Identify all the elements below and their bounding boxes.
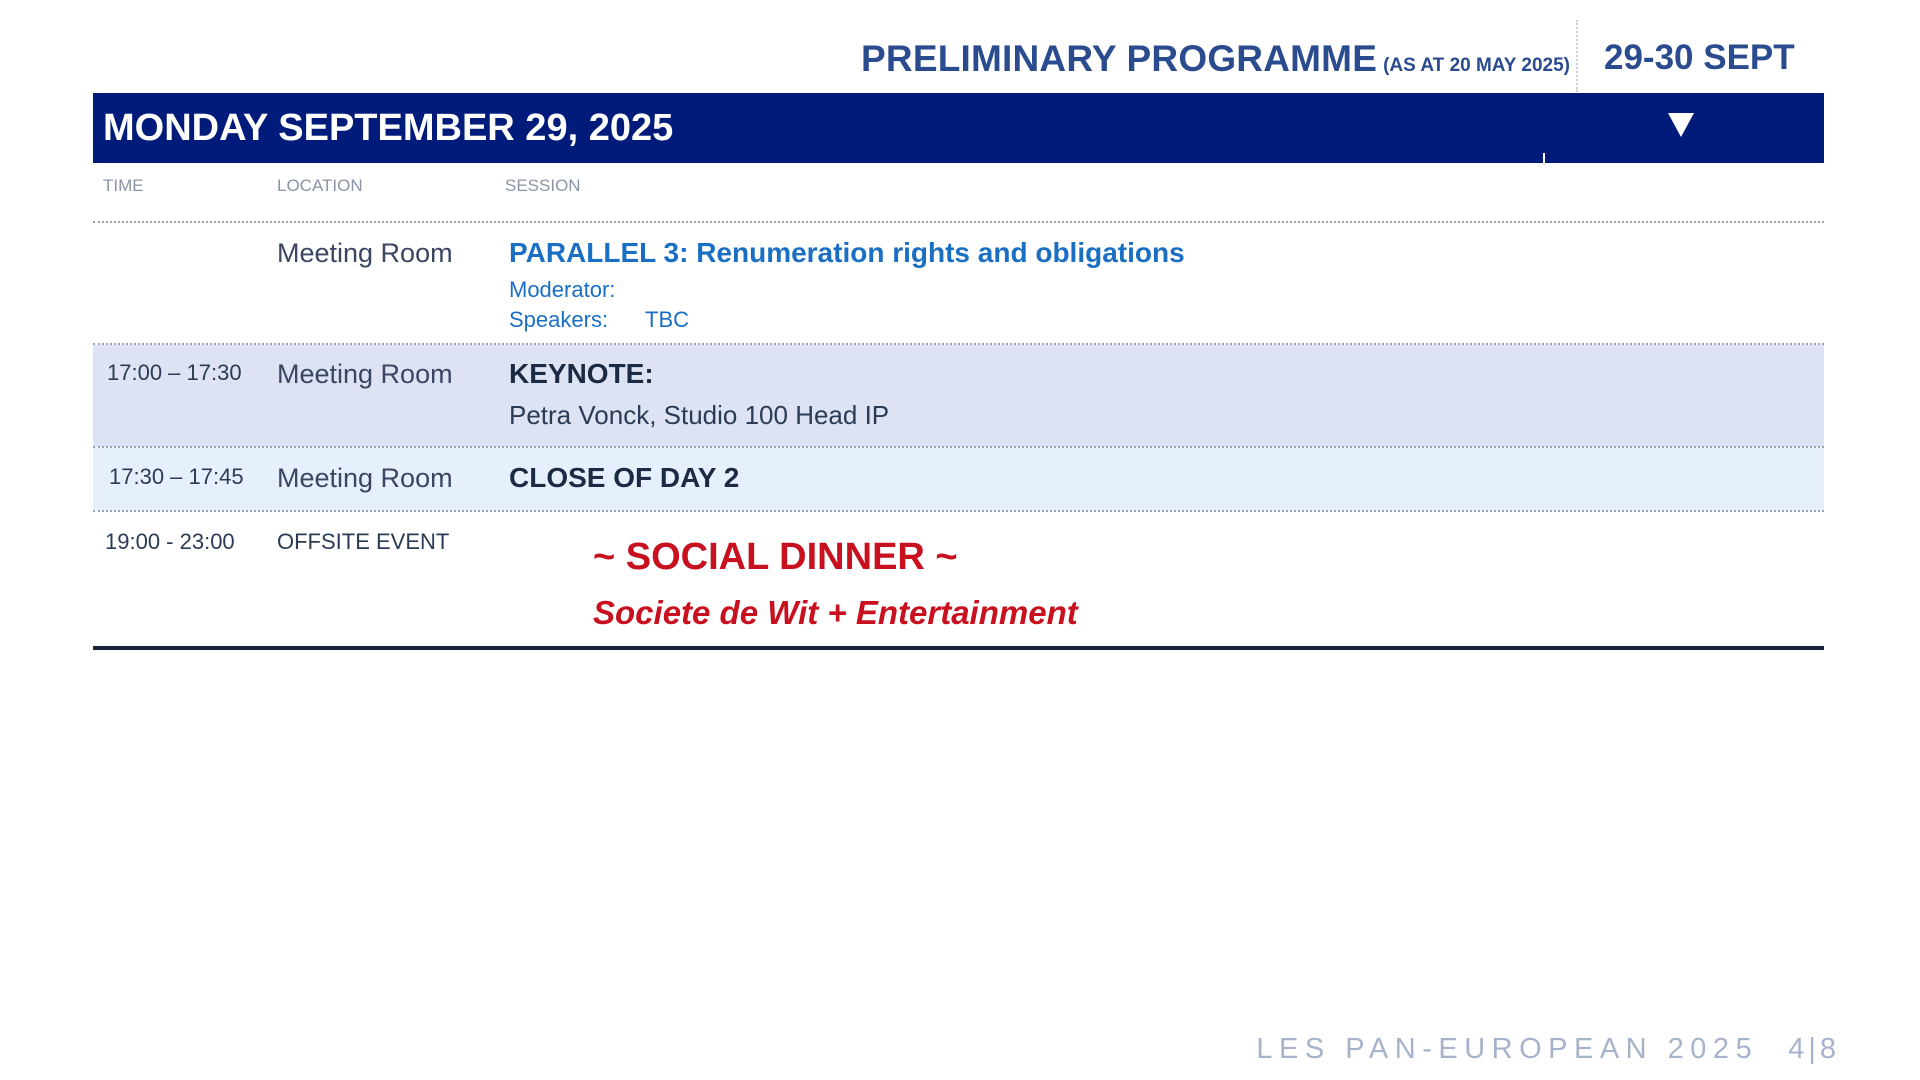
- dinner-location: OFFSITE EVENT: [277, 529, 450, 554]
- session-title: PARALLEL 3: Renumeration rights and obligations: [509, 237, 1185, 268]
- event-date-range: 29-30 SEPT: [1604, 38, 1795, 77]
- moderator-label: Moderator:: [509, 277, 616, 302]
- table-bottom-rule: [93, 646, 1824, 650]
- close-location: Meeting Room: [277, 463, 453, 493]
- triangle-down-icon[interactable]: [1668, 113, 1694, 137]
- header-separator: [93, 221, 1824, 223]
- day-header-bar[interactable]: [93, 93, 1824, 163]
- header-divider: [1576, 20, 1578, 92]
- keynote-location: Meeting Room: [277, 359, 453, 389]
- footer: [1200, 1033, 1840, 1066]
- column-header-location: LOCATION: [277, 176, 363, 195]
- keynote-title: KEYNOTE:: [509, 358, 654, 389]
- day-bar-tick: [1543, 153, 1545, 163]
- programme-title-text: PRELIMINARY PROGRAMME: [861, 38, 1378, 79]
- footer-event-name: LES PAN-EUROPEAN 2025: [1256, 1033, 1759, 1065]
- day-title: MONDAY SEPTEMBER 29, 2025: [103, 107, 674, 149]
- close-title: CLOSE OF DAY 2: [509, 462, 740, 493]
- keynote-speaker: Petra Vonck, Studio 100 Head IP: [509, 400, 890, 430]
- close-time: 17:30 – 17:45: [109, 464, 244, 489]
- dinner-subtitle: Societe de Wit + Entertainment: [593, 594, 1078, 631]
- column-header-time: TIME: [103, 176, 144, 195]
- page-number: 4|8: [1788, 1033, 1840, 1065]
- session-location: Meeting Room: [277, 238, 453, 268]
- dinner-title: ~ SOCIAL DINNER ~: [593, 536, 958, 578]
- column-header-session: SESSION: [505, 176, 581, 195]
- row-separator: [93, 510, 1824, 512]
- programme-date-note: (AS AT 20 MAY 2025): [1383, 55, 1570, 76]
- keynote-time: 17:00 – 17:30: [107, 360, 242, 385]
- programme-title: [820, 38, 1570, 80]
- speakers-label: Speakers:: [509, 307, 609, 332]
- speakers-value: TBC: [645, 307, 689, 332]
- dinner-time: 19:00 - 23:00: [105, 529, 235, 554]
